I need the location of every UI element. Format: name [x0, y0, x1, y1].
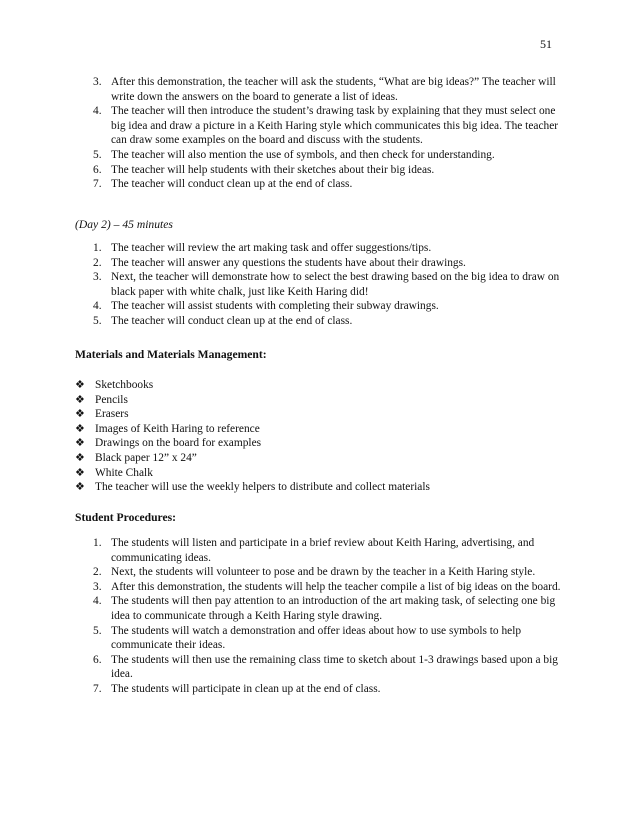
- item-text: The teacher will help students with their sketches about their big ideas.: [111, 163, 435, 176]
- diamond-bullet-icon: ❖: [75, 451, 85, 464]
- diamond-bullet-icon: ❖: [75, 408, 85, 421]
- list-item: [0, 653, 566, 682]
- list-item: [0, 565, 566, 580]
- diamond-bullet-icon: ❖: [75, 422, 85, 435]
- item-number: 4.: [93, 300, 102, 313]
- list-item: [0, 241, 566, 256]
- diamond-bullet-icon: ❖: [75, 466, 85, 479]
- item-number: 1.: [93, 537, 102, 549]
- list-item: [75, 466, 545, 481]
- list-item: [75, 436, 545, 451]
- item-number: 6.: [93, 163, 102, 176]
- list-item: [75, 422, 545, 437]
- list-item: [0, 256, 566, 271]
- item-text: The students will listen and participate in a brief review about Keith Haring, advertising, and communicating ideas.: [111, 537, 535, 564]
- item-text: The teacher will use the weekly helpers to distribute and collect materials: [95, 481, 430, 494]
- item-number: 2.: [93, 566, 102, 579]
- item-number: 7.: [93, 682, 102, 695]
- list-item: [75, 407, 545, 422]
- day2-steps-list: [0, 241, 566, 329]
- item-number: 5.: [93, 148, 102, 161]
- item-text: White Chalk: [95, 466, 153, 479]
- item-text: Drawings on the board for examples: [95, 437, 262, 450]
- day2-label: (Day 2) – 45 minutes: [75, 218, 173, 231]
- item-text: Sketchbooks: [95, 379, 154, 391]
- item-text: Next, the teacher will demonstrate how to select the best drawing based on the big idea to draw on black paper with white chalk, just like Keith Haring did!: [111, 271, 560, 298]
- list-item: [0, 314, 566, 329]
- diamond-bullet-icon: ❖: [75, 437, 85, 450]
- diamond-bullet-icon: ❖: [75, 393, 85, 406]
- list-item: [0, 75, 566, 104]
- list-item: [75, 480, 545, 495]
- materials-heading: Materials and Materials Management:: [75, 348, 267, 361]
- item-number: 4.: [93, 105, 102, 118]
- list-item: [0, 177, 566, 192]
- item-text: Next, the students will volunteer to pose and be drawn by the teacher in a Keith Haring style.: [111, 566, 536, 579]
- lesson-steps-list: [0, 75, 566, 192]
- diamond-bullet-icon: ❖: [75, 481, 85, 494]
- page-number: 51: [540, 37, 552, 51]
- list-item: [75, 393, 545, 408]
- item-number: 2.: [93, 256, 102, 269]
- list-item: [0, 580, 566, 595]
- item-number: 7.: [93, 178, 102, 191]
- item-text: After this demonstration, the students will help the teacher compile a list of big ideas on the board.: [111, 580, 561, 593]
- item-text: The teacher will assist students with completing their subway drawings.: [111, 300, 439, 313]
- item-number: 4.: [93, 595, 102, 608]
- list-item: [0, 104, 566, 148]
- item-text: The students will watch a demonstration and offer ideas about how to use symbols to help communicate their ideas.: [111, 624, 522, 652]
- item-text: The students will then use the remaining class time to sketch about 1-3 drawings based upon a big idea.: [111, 653, 558, 681]
- item-number: 5.: [93, 624, 102, 637]
- item-number: 3.: [93, 271, 102, 284]
- list-item: [0, 270, 566, 299]
- item-text: The teacher will answer any questions the students have about their drawings.: [111, 256, 466, 269]
- item-text: After this demonstration, the teacher will ask the students, “What are big ideas?” The teacher will write down the answers on the board to generate a list of ideas.: [111, 76, 556, 103]
- list-item: [0, 594, 566, 623]
- list-item: [0, 163, 566, 178]
- item-text: Erasers: [95, 408, 129, 421]
- item-text: The teacher will conduct clean up at the end of class.: [111, 178, 353, 191]
- item-number: 1.: [93, 242, 102, 254]
- procedures-heading: Student Procedures:: [75, 511, 177, 524]
- item-number: 6.: [93, 653, 102, 666]
- item-text: The students will participate in clean up at the end of class.: [111, 682, 381, 695]
- item-text: The students will then pay attention to an introduction of the art making task, of selecting one big idea to communicate through a Keith Haring style drawing.: [111, 595, 556, 622]
- list-item: [0, 299, 566, 314]
- item-text: The teacher will review the art making task and offer suggestions/tips.: [111, 242, 432, 254]
- list-item: [0, 536, 566, 565]
- item-text: The teacher will conduct clean up at the end of class.: [111, 314, 353, 327]
- item-text: The teacher will also mention the use of symbols, and then check for understanding.: [111, 148, 495, 161]
- procedures-list: [0, 536, 566, 697]
- materials-list: [75, 378, 545, 495]
- item-text: Black paper 12” x 24”: [95, 451, 197, 464]
- list-item: [0, 682, 566, 697]
- diamond-bullet-icon: ❖: [75, 379, 85, 391]
- item-text: Pencils: [95, 393, 128, 406]
- item-text: The teacher will then introduce the student’s drawing task by explaining that they must select one big idea and draw a picture in a Keith Haring style which communicates this big idea. The teacher can draw some examples on the board and discuss with the students.: [111, 105, 559, 147]
- item-number: 3.: [93, 76, 102, 88]
- list-item: [0, 148, 566, 163]
- list-item: [75, 451, 545, 466]
- list-item: [0, 624, 566, 653]
- item-text: Images of Keith Haring to reference: [95, 422, 260, 435]
- list-item: [75, 378, 545, 393]
- item-number: 3.: [93, 580, 102, 593]
- item-number: 5.: [93, 314, 102, 327]
